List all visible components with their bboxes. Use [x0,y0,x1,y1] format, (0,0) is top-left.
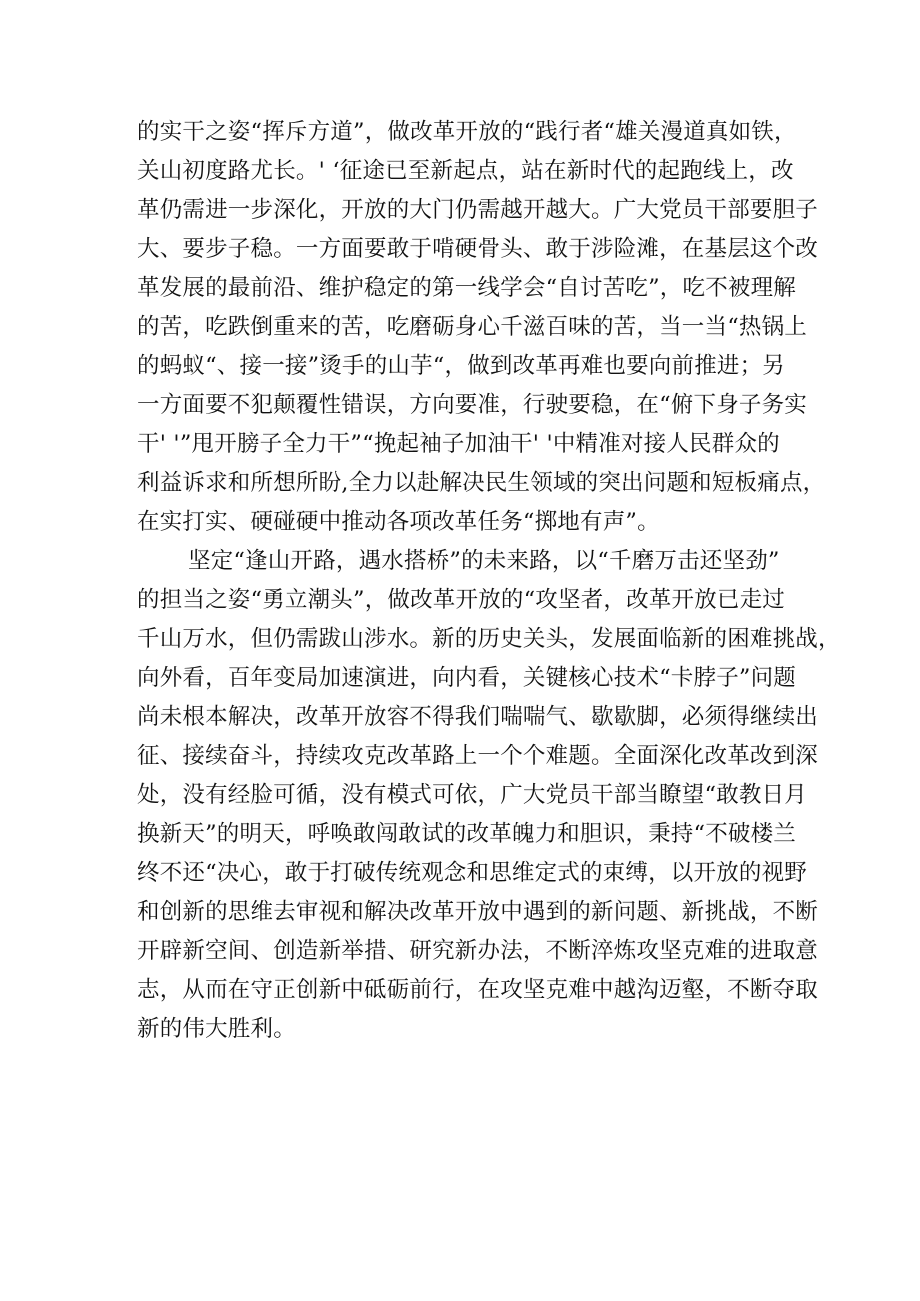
text-line: 处，没有经脸可循，没有模式可依，广大党员干部当瞭望“敢教日月 [137,782,808,808]
text-line: 千山万水，但仍需跋山涉水。新的历史关头，发展面临新的困难挑战， [137,626,841,652]
text-line: 在实打实、硬碰硬中推动各项改革任务“掷地有声”。 [137,509,660,535]
text-line: 的担当之姿“勇立潮头”，做改革开放的“攻坚者，改革开放已走过 [137,587,786,613]
text-line: 的实干之姿“挥斥方道”，做改革开放的“践行者“雄关漫道真如铁， [137,119,797,145]
text-line: 换新天”的明天，呼唤敢闯敢试的改革魄力和胆识，秉持“不破楼兰 [137,821,797,847]
text-line: 干' '”甩开膀子全力干”“挽起袖子加油干' '中精准对接人民群众的 [137,431,780,457]
text-line: 向外看，百年变局加速演进，向内看，关键核心技术“卡脖子”问题 [137,665,797,691]
text-line: 利益诉求和所想所盼,全力以赴解决民生领域的突出问题和短板痛点， [137,470,826,496]
text-line: 终不还“决心，敢于打破传统观念和思维定式的束缚，以开放的视野 [137,860,808,886]
text-line: 革仍需进一步深化，开放的大门仍需越开越大。广大党员干部要胆子 [137,197,819,223]
body-text [137,113,841,1049]
text-line: 一方面要不犯颠覆性错误，方向要准，行驶要稳，在“俯下身子务实 [137,392,808,418]
text-line: 坚定“逢山开路，遇水搭桥”的未来路，以“千磨万击还坚劲” [188,548,780,574]
text-line: 大、要步子稳。一方面要敢于啃硬骨头、敢于涉险滩，在基层这个改 [137,236,819,262]
text-line: 的蚂蚁“、接一接”烫手的山芋“，做到改革再难也要向前推进；另 [137,353,786,379]
text-line: 新的伟大胜利。 [137,1016,296,1042]
text-line: 和创新的思维去审视和解决改革开放中遇到的新问题、新挑战，不断 [137,899,819,925]
text-line: 征、接续奋斗，持续攻克改革路上一个个难题。全面深化改革改到深 [137,743,819,769]
paragraph-2 [137,542,841,1049]
text-line: 尚未根本解决，改革开放容不得我们喘喘气、歇歇脚，必须得继续出 [137,704,819,730]
text-line: 的苦，吃跌倒重来的苦，吃磨砺身心千滋百味的苦，当一当“热锅上 [137,314,808,340]
text-line: 开辟新空间、创造新举措、研究新办法，不断淬炼攻坚克难的进取意 [137,938,819,964]
text-line: 志，从而在守正创新中砥砺前行，在攻坚克难中越沟迈壑，不断夺取 [137,977,819,1003]
text-line: 关山初度路尤长。' ‘征途已至新起点，站在新时代的起跑线上，改 [137,158,794,184]
paragraph-1 [137,113,826,542]
text-line: 革发展的最前沿、维护稳定的第一线学会“自讨苦吃”，吃不被理解 [137,275,797,301]
